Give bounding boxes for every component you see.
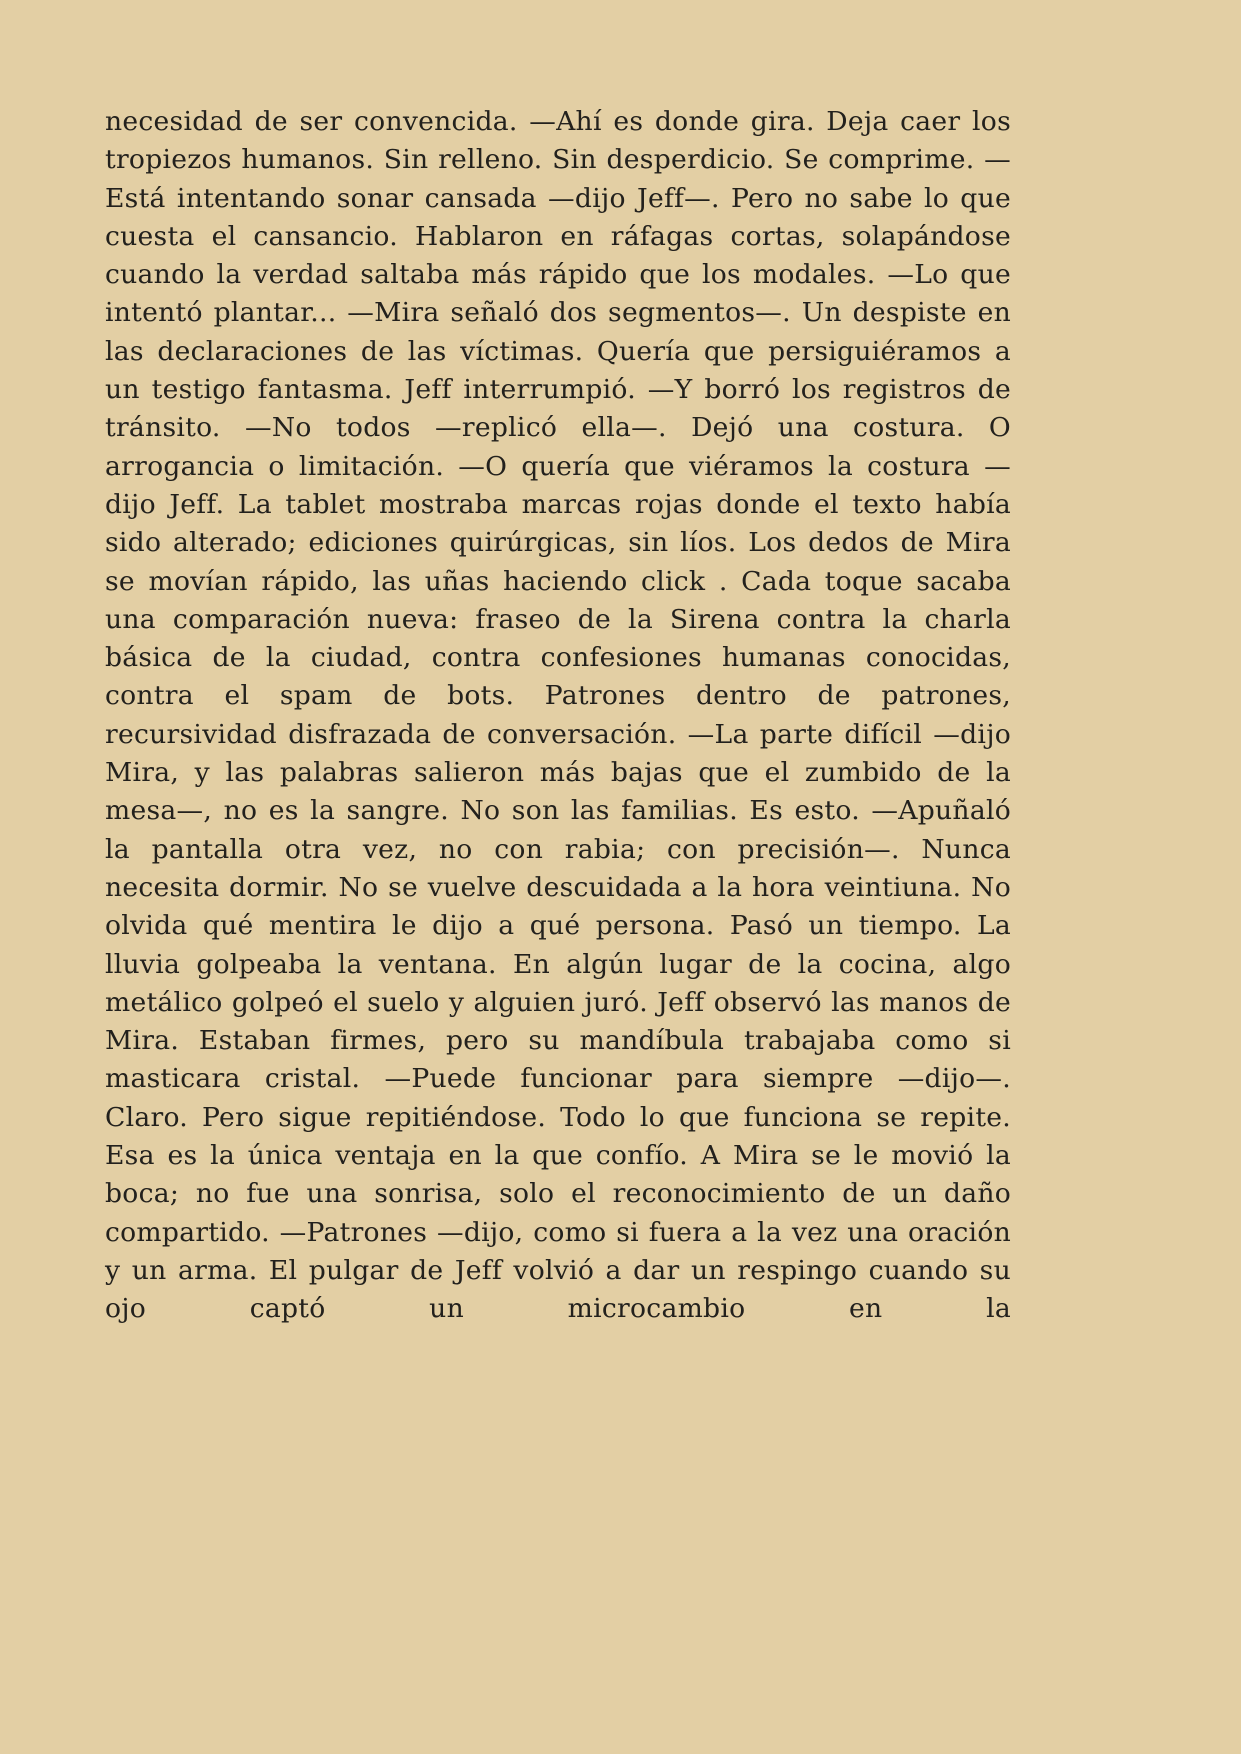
body-text-column — [105, 103, 1011, 1367]
body-paragraph: necesidad de ser convencida. —Ahí es donde gira. Deja caer los tropiezos humanos. Sin relleno. Sin desperdicio. Se comprime. —Está intentando sonar cansada —dijo Jeff—. Pero no sabe lo que cuesta el cansancio. Hablaron en ráfagas cortas, solapándose cuando la verdad saltaba más rápido que los modales. —Lo que intentó plantar... —Mira señaló dos segmentos—. Un despiste en las declaraciones de las víctimas. Quería que persiguiéramos a un testigo fantasma. Jeff interrumpió. —Y borró los registros de tránsito. —No todos —replicó ella—. Dejó una costura. O arrogancia o limitación. —O quería que viéramos la costura —dijo Jeff. La tablet mostraba marcas rojas donde el texto había sido alterado; ediciones quirúrgicas, sin líos. Los dedos de Mira se movían rápido, las uñas haciendo click . Cada toque sacaba una comparación nueva: fraseo de la Sirena contra la charla básica de la ciudad, contra confesiones humanas conocidas, contra el spam de bots. Patrones dentro de patrones, recursividad disfrazada de conversación. —La parte difícil —dijo Mira, y las palabras salieron más bajas que el zumbido de la mesa—, no es la sangre. No son las familias. Es esto. —Apuñaló la pantalla otra vez, no con rabia; con precisión—. Nunca necesita dormir. No se vuelve descuidada a la hora veintiuna. No olvida qué mentira le dijo a qué persona. Pasó un tiempo. La lluvia golpeaba la ventana. En algún lugar de la cocina, algo metálico golpeó el suelo y alguien juró. Jeff observó las manos de Mira. Estaban firmes, pero su mandíbula trabajaba como si masticara cristal. —Puede funcionar para siempre —dijo—. Claro. Pero sigue repitiéndose. Todo lo que funciona se repite. Esa es la única ventaja en la que confío. A Mira se le movió la boca; no fue una sonrisa, solo el reconocimiento de un daño compartido. —Patrones —dijo, como si fuera a la vez una oración y un arma. El pulgar de Jeff volvió a dar un respingo cuando su ojo captó un microcambio en la — [105, 106, 1011, 1325]
